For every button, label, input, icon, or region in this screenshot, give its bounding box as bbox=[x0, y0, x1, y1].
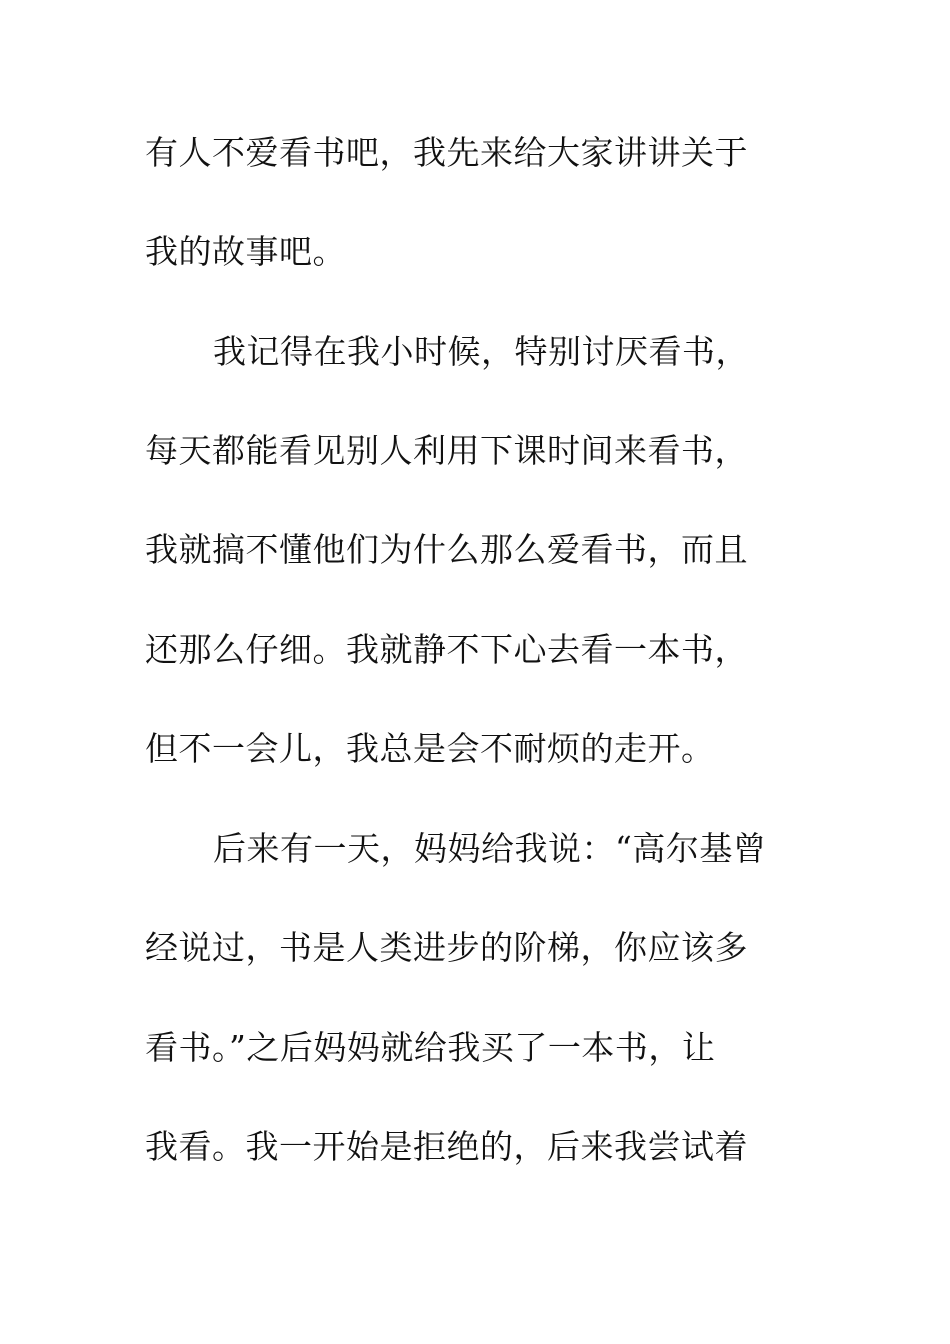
text-line: 我就搞不懂他们为什么那么爱看书，而且 bbox=[145, 530, 748, 569]
text-line: 经说过，书是人类进步的阶梯，你应该多 bbox=[145, 928, 748, 967]
text-line: 有人不爱看书吧，我先来给大家讲讲关于 bbox=[145, 133, 748, 172]
paragraph-start-line: 后来有一天，妈妈给我说：“高尔基曾 bbox=[213, 829, 767, 868]
text-line: 但不一会儿，我总是会不耐烦的走开。 bbox=[145, 729, 715, 768]
text-line: 每天都能看见别人利用下课时间来看书， bbox=[145, 431, 748, 470]
text-line: 还那么仔细。我就静不下心去看一本书， bbox=[145, 630, 748, 669]
text-line: 我看。我一开始是拒绝的，后来我尝试着 bbox=[145, 1127, 748, 1166]
paragraph-start-line: 我记得在我小时候，特别讨厌看书， bbox=[213, 332, 749, 371]
text-line: 我的故事吧。 bbox=[145, 232, 346, 271]
text-line: 看书。”之后妈妈就给我买了一本书，让 bbox=[145, 1028, 716, 1067]
